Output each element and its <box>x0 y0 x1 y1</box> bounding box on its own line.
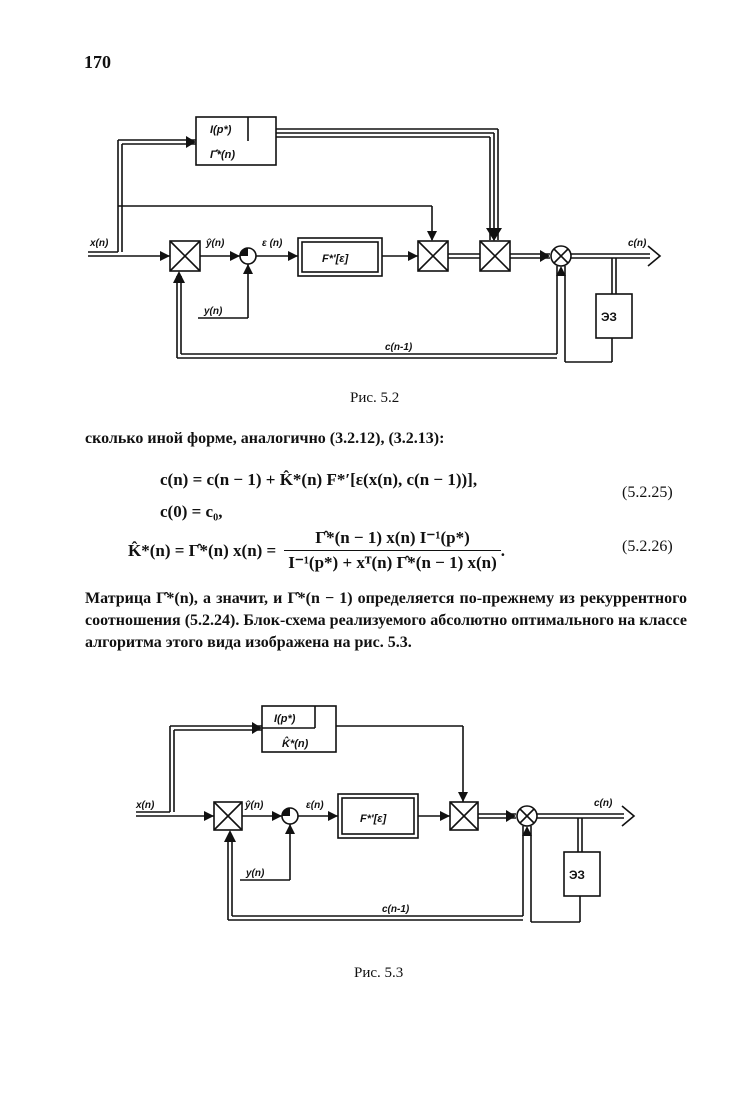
equation-3-denominator: I⁻¹(p*) + xᵀ(n) Γ̂*(n − 1) x(n) <box>288 553 497 572</box>
fig2-eps-label: ε(n) <box>306 800 324 811</box>
fig1-eps-label: ε (n) <box>262 238 283 249</box>
fig1-nonlin-label: F*′[ε] <box>322 253 349 265</box>
equation-3-numerator: Γ̂*(n − 1) x(n) I⁻¹(p*) <box>284 528 501 551</box>
figure-5-2-diagram <box>0 0 748 400</box>
fig2-feedback-label: c(n-1) <box>382 904 410 915</box>
fig1-top-block <box>196 117 276 165</box>
intro-text: сколько иной форме, аналогично (3.2.12), (3.2.13): <box>85 430 445 447</box>
equation-3-lhs: K̂*(n) = Γ̂*(n) x(n) = <box>128 540 277 560</box>
fig2-top-label-2: K̂*(n) <box>282 738 309 750</box>
equation-2: c(0) = c₀, <box>160 502 223 521</box>
figure-5-2-caption: Рис. 5.2 <box>350 390 400 406</box>
page-number: 170 <box>84 52 111 72</box>
fig1-y-label: y(n) <box>204 306 223 317</box>
fig1-top-label-1: I(p*) <box>210 124 232 136</box>
figure-5-3-diagram <box>0 690 748 950</box>
fig2-nonlin-label: F*′[ε] <box>360 813 387 825</box>
fig1-feedback-label: c(n-1) <box>385 342 413 353</box>
fig1-output-label: c(n) <box>628 238 647 249</box>
fig2-delay-label: ЭЗ <box>569 868 585 882</box>
fig2-output-label: c(n) <box>594 798 613 809</box>
equation-3-fraction <box>284 528 501 573</box>
fig2-yhat-label: ŷ(n) <box>245 800 264 811</box>
fig2-top-label-1: I(p*) <box>274 713 296 725</box>
fig2-input-label: x(n) <box>136 800 155 811</box>
fig1-top-label-2: Γ̂*(n) <box>210 149 236 161</box>
equation-number-5-2-25: (5.2.25) <box>622 484 673 501</box>
equation-3-end: . <box>500 540 506 560</box>
figure-5-3-caption: Рис. 5.3 <box>354 965 404 981</box>
equation-1: c(n) = c(n − 1) + K̂*(n) F*′[ε(x(n), c(n − 1))], <box>160 470 478 489</box>
fig1-yhat-label: ŷ(n) <box>206 238 225 249</box>
equation-number-5-2-26: (5.2.26) <box>622 538 673 555</box>
fig1-input-label: x(n) <box>90 238 109 249</box>
body-paragraph: Матрица Γ̂*(n), а значит, и Γ̂*(n − 1) определяется по-прежнему из рекуррентного соотношения (5.2.24). Блок-схема реализуемого абсолютно оптимального на классе алгоритма этого вида изображена на рис. 5.3. <box>85 590 687 651</box>
fig2-y-label: y(n) <box>246 868 265 879</box>
fig1-delay-label: ЭЗ <box>601 310 617 324</box>
equation-3 <box>128 528 505 573</box>
